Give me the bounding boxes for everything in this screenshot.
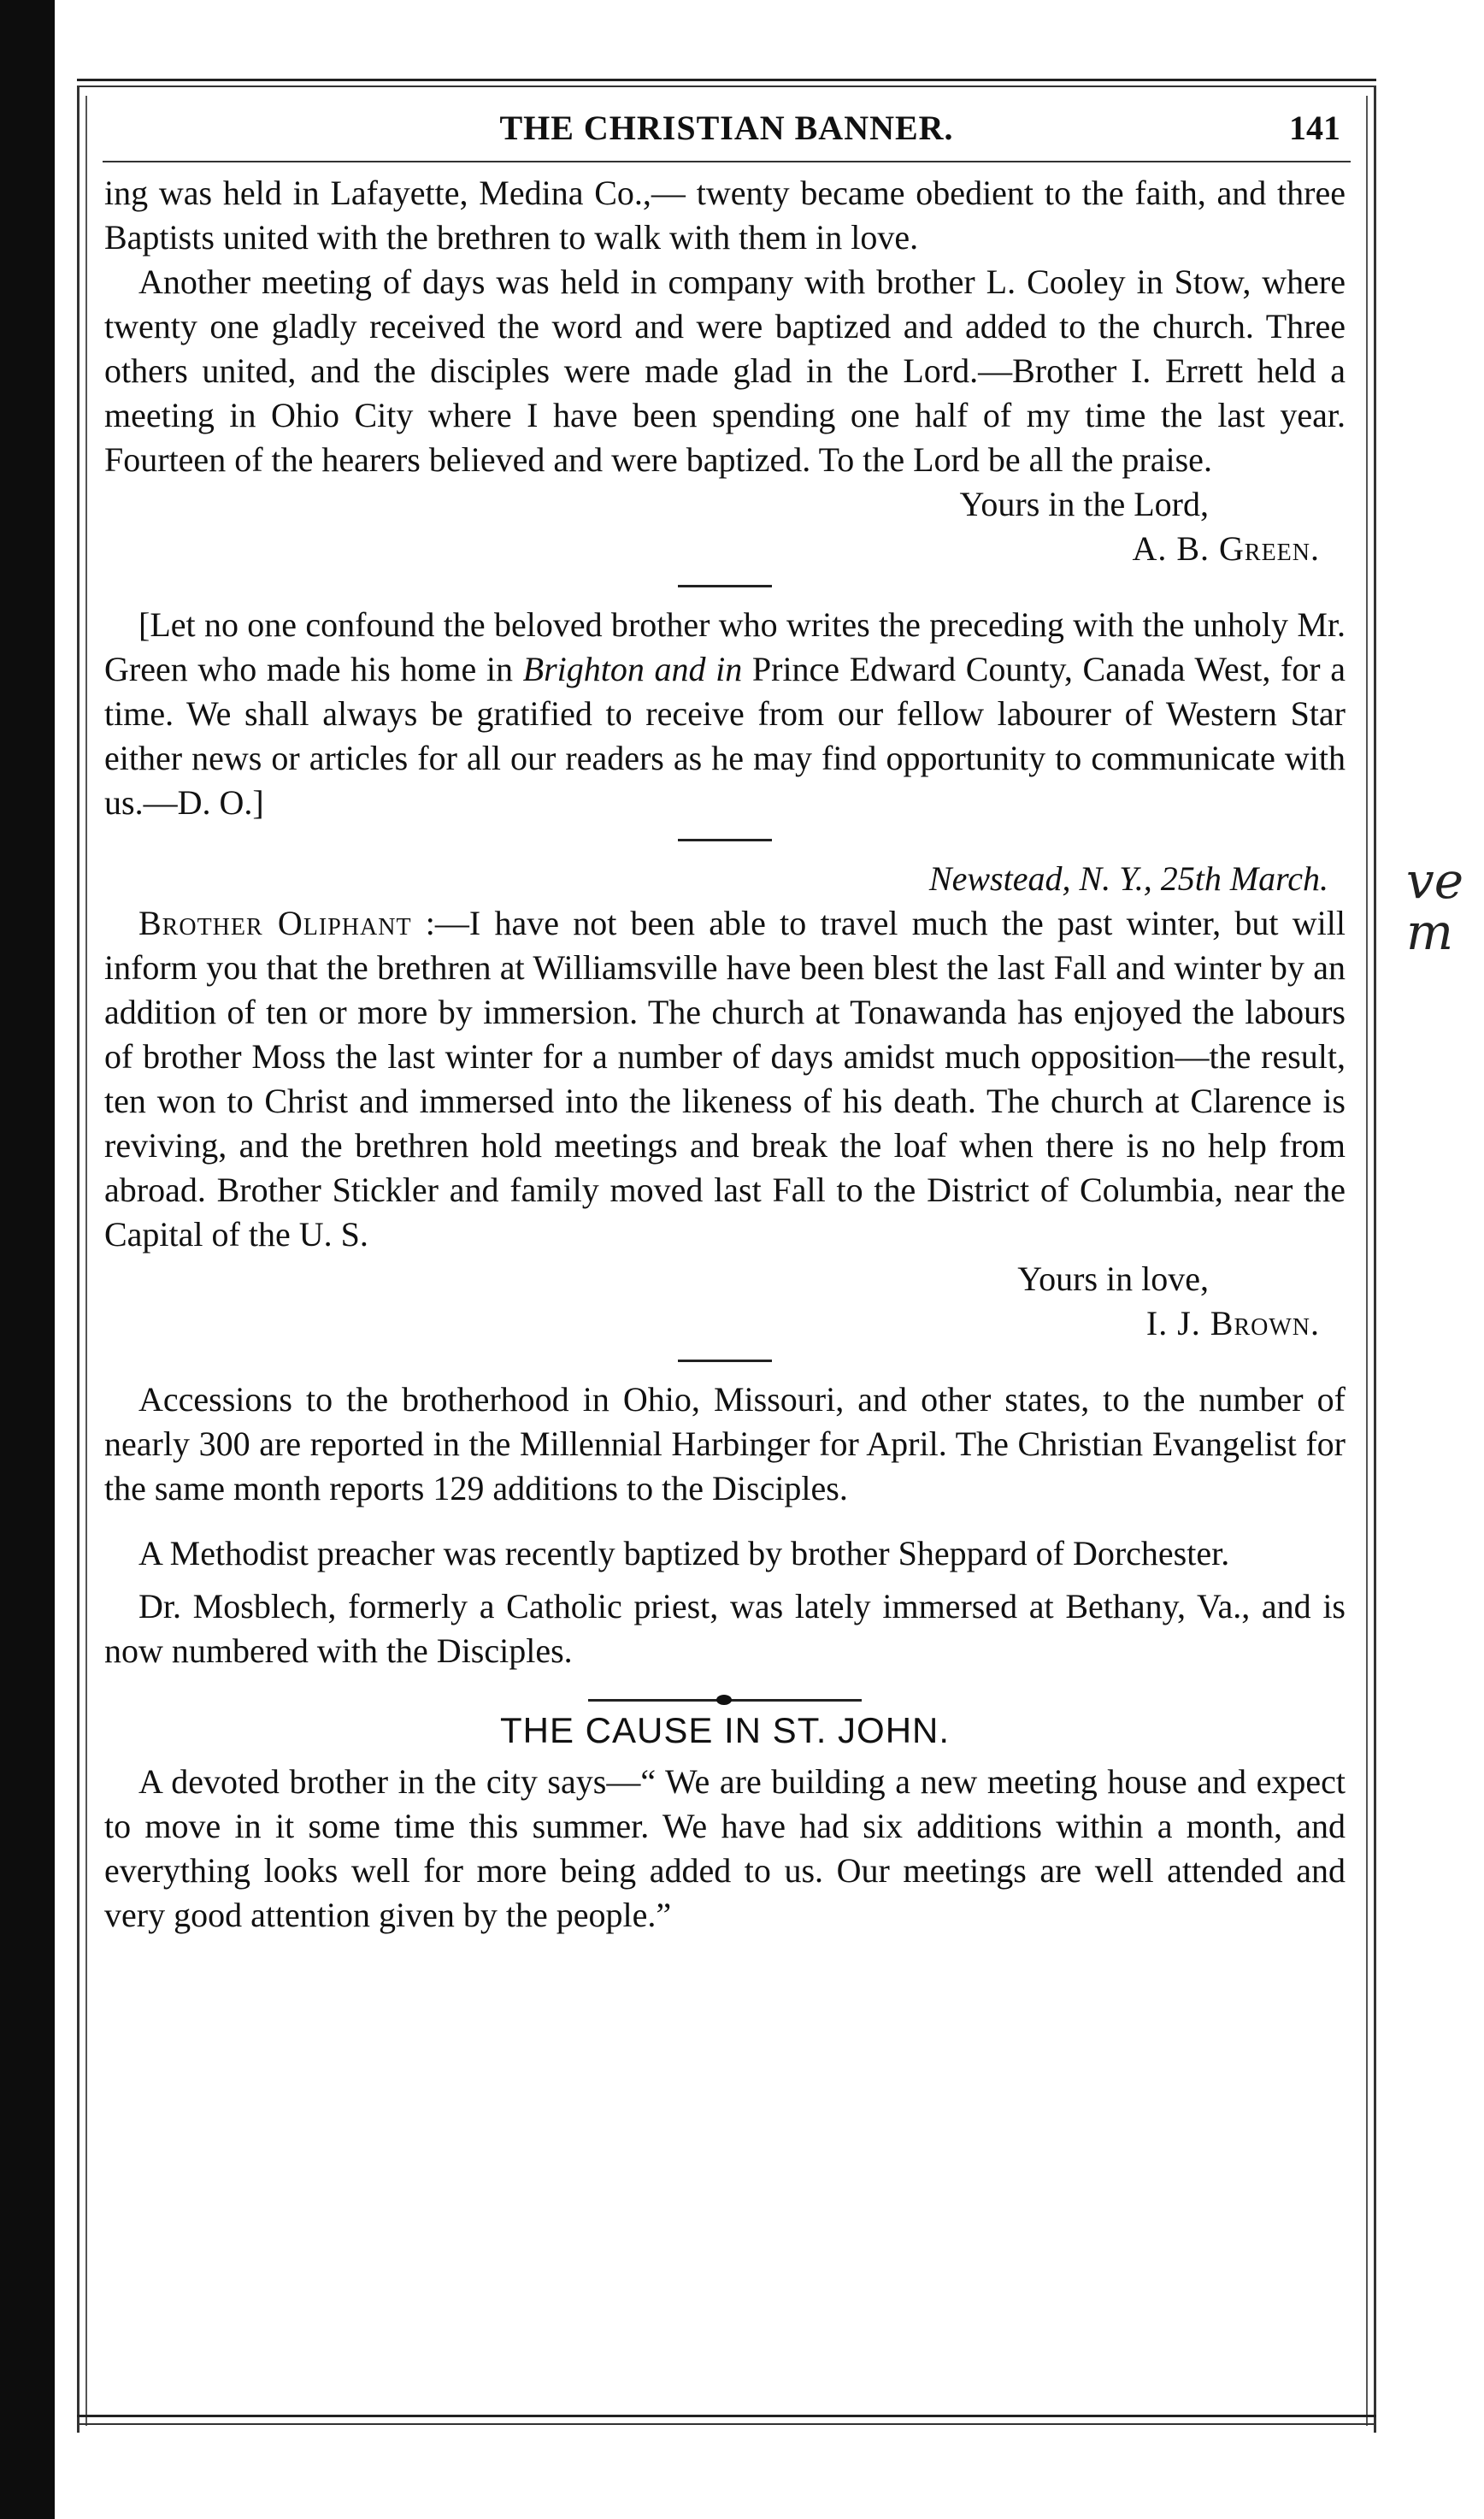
- green-letter-closing: Yours in the Lord,: [959, 485, 1209, 523]
- separator-rule: [678, 839, 772, 841]
- editor-note-text-d: in: [716, 650, 743, 688]
- top-rule: [77, 79, 1376, 81]
- brown-letter-signature: I. J. Brown.: [1145, 1304, 1320, 1342]
- editor-note-text-e: Prince Edward County, Canada West, for a time. We shall always be gratified to receive from our fellow labourer of Western Star either news or articles for all our readers as he may find opportunity to communicate with us.—D. O.]: [104, 650, 1346, 822]
- running-title: THE CHRISTIAN BANNER.: [499, 109, 954, 147]
- frame-left-inner: [85, 96, 87, 2426]
- green-letter-signature: A. B. Green.: [1132, 529, 1320, 568]
- frame-right: [1374, 86, 1376, 2433]
- page-number: 141: [1289, 109, 1340, 147]
- margin-annotation-line-2: m: [1406, 903, 1453, 961]
- editor-note-text-a: [Let no one confound the beloved brother who writes the preceding with the unholy Mr. Green who made his home in: [104, 605, 1346, 688]
- editor-note-text-c: and: [644, 650, 716, 688]
- page-header: [103, 103, 1351, 157]
- st-john-paragraph: A devoted brother in the city says—“ We are building a new meeting house and expect to move in it some time this summer. We have had six additions within a month, and everything looks well for more being added to us. Our meetings are well attended and very good attention given by the people.”: [104, 1762, 1346, 1934]
- section-heading: THE CAUSE IN ST. JOHN.: [499, 1710, 951, 1750]
- frame-right-inner: [1366, 96, 1368, 2426]
- header-rule: [103, 161, 1351, 162]
- ornament-rule: [588, 1699, 862, 1702]
- brown-letter-body: [104, 901, 1346, 1257]
- bottom-rule-inner: [77, 2423, 1376, 2425]
- binding-edge: [0, 0, 55, 2519]
- separator-rule: [678, 585, 772, 587]
- frame-left: [77, 86, 80, 2433]
- accessions-paragraph: Accessions to the brotherhood in Ohio, Missouri, and other states, to the number of nearly 300 are reported in the Millennial Harbinger for April. The Christian Evangelist for the same month reports 129 additions to the Disciples.: [104, 1380, 1346, 1507]
- page: [77, 79, 1376, 2439]
- article-body: [104, 171, 1346, 1938]
- brown-letter-dateline: Newstead, N. Y., 25th March.: [928, 859, 1328, 898]
- brown-letter-closing: Yours in love,: [1017, 1260, 1209, 1298]
- bottom-rule: [77, 2415, 1376, 2417]
- editor-note-text-b: Brighton: [522, 650, 645, 688]
- brown-letter-text: :—I have not been able to travel much the past winter, but will inform you that the brethren at Williamsville have been blest the last Fall and winter by an addition of ten or more by immersion. The church at Tonawanda has enjoyed the labours of brother Moss the last winter for a number of days amidst much opposition—the result, ten won to Christ and immersed into the likeness of his death. The church at Clarence is reviving, and the brethren hold meetings and break the loaf when there is no help from abroad. Brother Stickler and family moved last Fall to the District of Columbia, near the Capital of the U. S.: [104, 904, 1346, 1254]
- mosblech-paragraph: Dr. Mosblech, formerly a Catholic priest, was lately immersed at Bethany, Va., and is now numbered with the Disciples.: [104, 1587, 1346, 1670]
- brown-letter-salutation: Brother Oliphant: [138, 904, 412, 942]
- margin-annotation-line-1: ve: [1406, 852, 1464, 910]
- separator-rule: [678, 1360, 772, 1362]
- green-letter-paragraph-2: Another meeting of days was held in company with brother L. Cooley in Stow, where twenty one gladly received the word and were baptized and added to the church. Three others united, and the disciples were made glad in the Lord.—Brother I. Errett held a meeting in Ohio City where I have been spending one half of my time the last year. Fourteen of the hearers believed and were baptized. To the Lord be all the praise.: [104, 263, 1346, 479]
- editor-note: [104, 603, 1346, 825]
- methodist-paragraph: A Methodist preacher was recently baptized by brother Sheppard of Dorchester.: [138, 1534, 1230, 1572]
- top-rule-inner: [77, 86, 1376, 87]
- margin-annotation: [1406, 852, 1464, 961]
- green-letter-paragraph-1: ing was held in Lafayette, Medina Co.,— twenty became obedient to the faith, and three Baptists united with the brethren to walk with them in love.: [104, 174, 1346, 257]
